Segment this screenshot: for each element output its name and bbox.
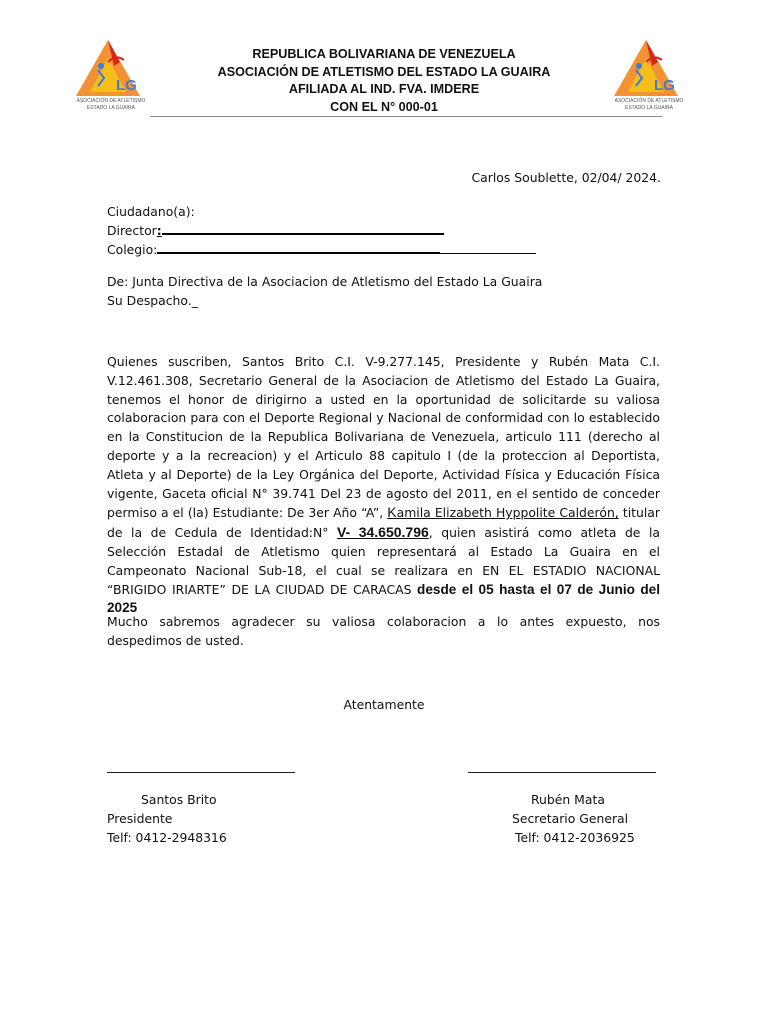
logo-mark-text: LG <box>116 77 137 94</box>
sender-line: De: Junta Directiva de la Asociacion de Atletismo del Estado La Guaira <box>107 274 543 289</box>
addressee-director-line <box>107 221 536 240</box>
sender-despacho: Su Despacho._ <box>107 293 198 308</box>
addressee-citizen: Ciudadano(a): <box>107 204 195 219</box>
letter-body <box>107 353 660 618</box>
signatory-phone: Telf: 0412-2036925 <box>515 830 635 845</box>
director-label: Director <box>107 223 157 238</box>
association-logo-icon <box>68 32 154 116</box>
letterhead-line-4: CON EL N° 000-01 <box>330 99 438 114</box>
student-name-rest: amila Elizabeth Hyppolite Calderón, <box>396 505 619 521</box>
student-name-initial: K <box>387 504 397 521</box>
body-text-part-2: titular de la de Cedula de Identidad:N° <box>107 505 660 541</box>
signature-block-president <box>107 790 227 847</box>
closing-paragraph: Mucho sabremos agradecer su valiosa colaboracion a lo antes expuesto, nos despedimos de usted. <box>107 614 660 648</box>
signatory-phone: Telf: 0412-2948316 <box>107 830 227 845</box>
student-cedula: V- 34.650.796 <box>336 524 429 541</box>
body-text-part-1: Quienes suscriben, Santos Brito C.I. V-9.277.145, Presidente y Rubén Mata C.I. V.12.461.308, Secretario General de la Asociacion de Atletismo del Estado La Guaira, tenemos el honor de dirigirno a usted en la oportunidad de solicitarde su valiosa colaboracion para con el Deporte Regional y Nacional de conformidad con lo establecido en la Constitucion de la Republica Bolivariana de Venezuela, articulo 111 (derecho al deporte y a la recreacion) y el Articulo 88 capitulo I (de la proteccion al Deportista, Atleta y al Deporte) de la Ley Orgánica del Deporte, Actividad Física y Educación Física vigente, Gaceta oficial N° 39.741 Del 23 de agosto del 2011, en el sentido de conceder permiso a el (la) Estudiante: De 3er Año “A”, <box>107 354 660 521</box>
director-blank-line <box>162 221 444 235</box>
sender-block <box>107 272 542 310</box>
colegio-blank-line <box>157 240 440 254</box>
date-line: Carlos Soublette, 02/04/ 2024. <box>471 170 661 185</box>
signatory-title: Secretario General <box>512 811 629 826</box>
addressee-block <box>107 202 536 259</box>
logo-caption-1: ASOCIACIÓN DE ATLETISMO <box>76 98 146 104</box>
header-divider <box>150 116 662 117</box>
logo-caption-1: ASOCIACIÓN DE ATLETISMO <box>614 98 684 104</box>
director-colon: : <box>156 223 162 238</box>
body-text-part-3: , quien asistirá como atleta de la Selección Estadal de Atletismo quien representará al Estado La Guaira en el Campeonato Nacional Sub-18, el cual se realizara en EN EL ESTADIO NACIONAL “BRIGIDO IRIARTE” DE LA CIUDAD DE CARACAS <box>107 525 660 597</box>
logo-caption-2: ESTADO LA GUAIRA <box>625 105 673 111</box>
logo-caption-2: ESTADO LA GUAIRA <box>87 105 135 111</box>
signatory-name: Santos Brito <box>141 792 217 807</box>
logo-mark-text: LG <box>654 77 675 94</box>
event-dates: desde el 05 hasta el 07 de Junio del 2025 <box>107 581 660 616</box>
signatory-title: Presidente <box>107 811 173 826</box>
letterhead-line-2: ASOCIACIÓN DE ATLETISMO DEL ESTADO LA GUAIRA <box>217 64 551 79</box>
letterhead-line-3: AFILIADA AL IND. FVA. IMDERE <box>288 82 480 97</box>
student-name <box>387 505 618 520</box>
addressee-colegio-line <box>107 240 536 259</box>
letterhead-line-1: REPUBLICA BOLIVARIANA DE VENEZUELA <box>252 47 516 61</box>
salutation: Atentamente <box>343 697 425 712</box>
colegio-blank-line-extension <box>440 241 536 254</box>
signature-block-secretary <box>512 790 635 847</box>
signature-line-left <box>107 772 295 773</box>
letterhead <box>200 46 568 116</box>
signatory-name: Rubén Mata <box>531 792 605 807</box>
association-logo-left <box>68 32 154 116</box>
association-logo-right <box>606 32 692 116</box>
colegio-label: Colegio: <box>107 242 158 257</box>
association-logo-icon <box>606 32 692 116</box>
signature-line-right <box>468 772 656 773</box>
